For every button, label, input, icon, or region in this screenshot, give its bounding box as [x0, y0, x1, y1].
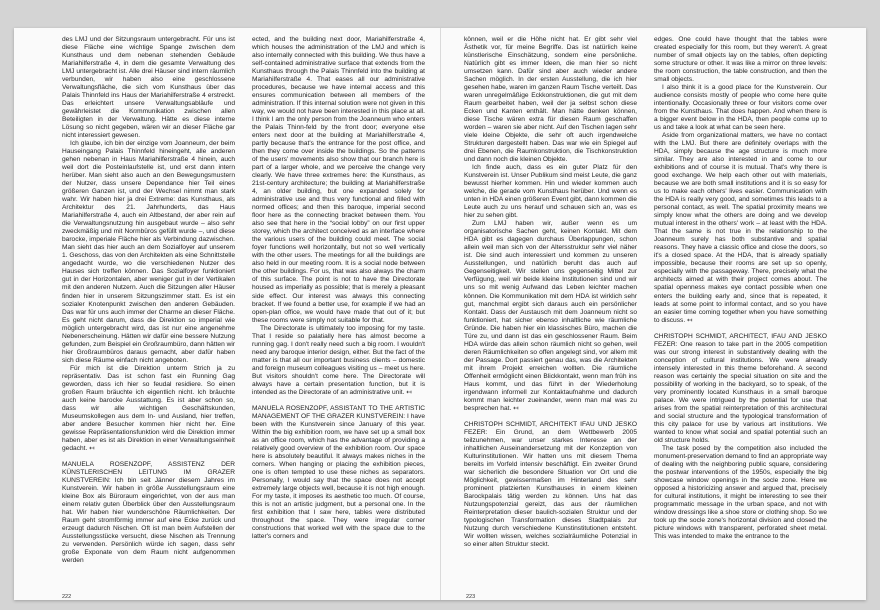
- left-page: [62, 36, 430, 596]
- interview-section-start: MANUELA ROSENZOPF, ASSISTANT TO THE ARTISTIC MANAGEMENT OF THE GRAZER KUNSTVEREIN: I have been with the Kunstverein since January of this year. Within the big exhibition room, we have set up a small box as an office room, which has the advantage of providing a relatively good overview of the exhibition room. Our space here is absolutely beautiful. It always makes niches in the corners. When hanging or placing the exhibition pieces, one is often tempted to use these niches as separators. Personally, I would say that the space does not accept extremely large objects well, because it is not high enough. For my taste, it imposes its aesthetic too much. Of course, this is not an artistic judgment, but a personal one. In the first exhibition that I saw here, tables were distributed throughout the space. They were irregular corner constructions that worked well with the space due to the latter's corners and: [252, 404, 425, 540]
- right-page-column-german: [464, 36, 637, 581]
- left-page-number: 222: [62, 594, 72, 600]
- book-gutter: [440, 28, 441, 600]
- left-page-column-german: [62, 36, 235, 581]
- paragraph: I also think it is a good place for the Kunstverein. Our audience consists mostly of people who come here quite intentionally. Occasionally three or four visitors come over from the Kunsthaus. That does happen. And when there is a bigger event below in the HDA, then people come up to us and take a look at what can be seen here.: [654, 84, 827, 132]
- paragraph: The Directorate is ultimately too imposing for my taste. That I reside so palatially here has almost become a running gag. I don't really need such a big room. I wouldn't need any baroque interior design, either. But the fact of the matter is that all our important business clients – domestic and foreign museum colleagues visiting us – meet us here. But visitors shouldn't come here. The Directorate will always have a certain presentation function, but it is intended as the Directorate of an administrative unit. ↤: [252, 324, 425, 396]
- interview-section-start: MANUELA ROSENZOPF, ASSISTENZ DER KÜNSTLERISCHEN LEITUNG IM GRAZER KUNSTVEREIN: Ich bin seit Jänner diesem Jahres im Kunstverein. Wir haben in größe Ausstellungsraum eine kleine Box als Büroraum eingerichtet, von der aus man einem relativ guten Überblick über den Ausstellungsraum hat. Wir haben hier wunderschöne Räumlichkeiten. Der Raum geht stromförmig immer auf eine Ecke zurück und erzeugt dadurch Nischen. Oft ist man beim Aufstellen der Ausstellungsstücke versucht, diese Nischen als Trennung zu verwenden. Persönlich würde ich sagen, dass sehr große Exponate von dem Raum nicht aufgenommen werden: [62, 460, 235, 564]
- paragraph: ected, and the building next door, Mariahilferstraße 4, which houses the administration of the LMJ and which is also internally connected with this building. We thus have a self-contained administrative surface that extends from the Kunsthaus through the Palais Thinnfeld into the building at Mariahilferstraße 4. That eases all our administrative procedures, because we have internal access and this ensures communication between all members of the administration. If this internal solution were not given in this way, we would not have been interested in this place at all. I think I am the only person from the Joanneum who enters the Palais Thinn-feld by the front door; everyone else enters next door at the building at Mariahilferstraße 4, partly because that's the entrance for the post office, and then they come over inside the buildings. So the patterns of the users' movements also show that our branch here is part of a larger whole, and we perceive the change very clearly. We have three extremes here: the Kunsthaus, as 21st-century architecture; the building at Mariahilferstraße 4, an older building, but one expanded solely for administrative use and thus very functional and filled with normed offices; and then this baroque, imperial second floor here as the connecting bracket between them. You also see that here in the “social lobby” on our first upper storey, which the architect conceived as an interface where the various users of the building could meet. The social foyer functions well horizontally, but not so well vertically with the other users. The meetings for all the buildings are also held in our meeting room. It is a social node between the other buildings. For us, that was also always the charm of this surface. The point is not to have the Directorate housed as imperially as possible; that is merely a pleasant side effect. Our interest was always this connecting bracket. If we found a better use, for example if we had an open-plan office, we would have made that out of it; but these rooms were simply not suitable for that.: [252, 36, 425, 324]
- right-page: [464, 36, 834, 596]
- paragraph: Ich finde auch, dass es ein guter Platz für den Kunstverein ist. Unser Publikum sind meist Leute, die ganz bewusst hierher kommen. Hin und wieder kommen auch welche, die gerade vom Kunsthaus herüber. Und wenn es unten in HDA einen größeren Event gibt, dann kommen die Leute auch zu uns herauf und schauen sich an, was es hier zu sehen gibt.: [464, 164, 637, 220]
- paragraph: Ich glaube, ich bin der einzige vom Joanneum, der beim Hauseingang Palais Thinnfeld hineingeht, alle anderen gehen nebenan in Haus Mariahilferstraße 4 hinein, auch weil dort die Posteinlaufstelle ist, und erst dann intern herüber. Man sieht also auch an den Bewegungsmustern der Nutzer, dass unsere Dependance hier Teil eines größeren Ganzen ist, und der Wechsel nimmt man stark wahr. Wir haben hier ja drei Extreme: das Kunsthaus, als Architektur des 21. Jahrhunderts, das Haus Mariahilferstraße 4, auch ein Altbestand, der aber rein auf die Verwaltungsnutzung hin ausgebaut wurde – also sehr zweckmäßig und mit Normbüros gefüllt wurde –, und diese barocke, imperiale Fläche hier als Verbindung dazwischen. Man sieht das hier auch an dem Sozialfoyer auf unserem 1. Geschoss, das von den Architekten als eine Schnittstelle angedacht wurde, wo die verschiedenen Nutzer des Hauses sich treffen können. Das Sozialfoyer funktioniert gut in der Horizontalen, aber weniger gut in der Vertikalen mit den anderen Nutzern. Auch die Sitzungen aller Häuser finden hier in unserem Sitzungszimmer statt. Es ist ein sozialer Knotenpunkt zwischen den anderen Gebäuden. Das war für uns auch immer der Charme an dieser Fläche. Es geht nicht darum, dass die Direktion so imperial wie möglich untergebracht wird, das ist nur eine angenehme Nebenerscheinung. Hätten wir dafür eine bessere Nutzung gefunden, zum Beispiel ein Großraumbüro, dann hätten wir hier Großraumbüros daraus gemacht, aber dafür haben sich diese Räume einfach nicht angeboten.: [62, 140, 235, 364]
- paragraph: Aside from organizational matters, we have no contact with the LMJ. But there are definitely overlaps with the HDA, simply because the age structure is much more similar. They are also interested in and come to our exhibitions and of course it is mutual. That's why there is good exchange. We help each other out with materials, because we are both small institutions and it is so easy for us to make each others' lives easier. Communication with the HDA is really very good, and sometimes this leads to a personal contact, as well. The spatial proximity means we simply know what the others are doing and we develop mutual interest in the others' work – at least with the HDA. That the same is not true in the relationship to the Joanneum surely has both substantive and spatial reasons. They have a classic office and close the doors, so it's a closed space. At the HDA, that is already spatially impossible, because their rooms are set up so openly, especially with the passageway. There, precisely what the architects aimed at with their project comes about. The spatial openness makes eye contact possible when one enters the building early and, since that is repeated, it leads at some point to informal contact, and so you have an easier time coming together when you have something to discuss. ↤: [654, 132, 827, 324]
- paragraph: des LMJ und der Sitzungsraum untergebracht. Für uns ist diese Fläche eine wichtige Spange zwischen dem Kunsthaus und dem nebenan stehenden Gebäude Mariahilferstraße 4, in dem die gesamte Verwaltung des LMJ untergebracht ist. Alle drei Häuser sind intern räumlich verbunden, wir haben also eine geschlossene Verwaltungsfläche, die sich vom Kunsthaus über das Palais Thinnfeld ins Haus der Mariahilferstraße 4 erstreckt. Das erleichtert unsere Verwaltungsabläufe und gewährleistet die Kommunikation zwischen allen Beteiligten in der Verwaltung. Hätte es diese interne Lösung so nicht gegeben, wären wir an dieser Fläche gar nicht interessiert gewesen.: [62, 36, 235, 140]
- paragraph: The task posed by the competition also included the monument-preservation demand to find an appropriate way of dealing with the neighboring public square, considering the postwar interventions of the 1950s, especially the big showcase window openings in the socle zone. Here we opposed a historicizing answer and argued that, precisely for cultural institutions, it might be interesting to see their programmatic message in the urban space, and not with window dressings like a shoe store or clothing shop. So we took up the socle zone's horizontal division and closed the picture windows with transparent, perforated sheet metal. This was intended to make the entrance to the: [654, 444, 827, 540]
- paragraph: edges. One could have thought that the tables were created especially for this room, but they weren't. A great number of small objects lay on the tables, often depicting some structure or other. It was like a mirror on three levels: the room construction, the table construction, and then the small objects.: [654, 36, 827, 84]
- left-page-column-english: [252, 36, 425, 581]
- paragraph: können, weil er die Höhe nicht hat. Er gibt sehr viel Ästhetik vor, für meine Begriffe. Das ist natürlich keine künstlerische Einschätzung, sondern eine persönliche. Natürlich gibt es immer Ideen, die man hier so nicht umsetzen kann. Dafür sind aber auch wieder andere Sachen möglich. In der ersten Ausstellung, die ich hier gesehen habe, waren im ganzen Raum Tische verteilt. Das waren unregelmäßige Eckkonstruktionen, die gut mit dem Raum gearbeitet haben, weil der ja selbst schon diese Ecken und Kanten enthält. Man hätte denken können, diese Tische wären extra für diesen Raum geschaffen worden – waren sie aber nicht. Auf den Tischen lagen sehr viele kleine Objekte, die sehr oft auch irgendwelche Strukturen dargestellt haben. Das war wie ein Spiegel auf drei Ebenen, die Raumkonstruktion, die Tischkonstruktion und dann noch die kleinen Objekte.: [464, 36, 637, 164]
- section-gap: [62, 453, 235, 461]
- interview-section-start: CHRISTOPH SCHMIDT, ARCHITECT, IFAU AND JESKO FEZER: One reason to take part in the 2005 competition was our strong interest in substantively dealing with the conception of cultural institutions. We were already intensely interested in this theme beforehand. A second reason was certainly the special situation on site and the possibility of working in the backyard, so to speak, of the very prominently located Kunsthaus in a small baroque palace. We were intrigued by the potential for use that arises from the spatial reinterpretation of this architectural and social structure and the typological transformation of this city palace for use by various art institutions. We wanted to know what social and spatial potential such an old structure holds.: [654, 332, 827, 444]
- section-gap: [252, 397, 425, 405]
- interview-section-start: CHRISTOPH SCHMIDT, ARCHITEKT IFAU UND JESKO FEZER: Ein Grund, an dem Wettbewerb 2005 teilzunehmen, war unser starkes Interesse an der inhaltlichen Auseinandersetzung mit der Konzeption von Kulturinstitutionen. Wir hatten uns mit diesem Thema bereits im Vorfeld intensiv beschäftigt. Ein zweiter Grund war sicherlich die besondere Situation vor Ort und die Möglichkeit, gewissermaßen im Hinterland des sehr prominent platzierten Kunsthauses in einem kleinen Barockpalais tätig werden zu können. Uns hat das Nutzungspotenzial gereizt, das aus der räumlichen Reinterpretation dieser baulich-sozialen Struktur und der typologischen Transformation dieses Stadtpalais zur Nutzung durch verschiedene Kunstinstitutionen entsteht. Wir wollten wissen, welches sozialräumliche Potenzial in so einer alten Struktur steckt.: [464, 420, 637, 548]
- paragraph: Für mich ist die Direktion unterm Strich ja zu repräsentativ. Das ist schon fast ein Running Gag geworden, dass ich hier so feudal residiere. So einen großen Raum bräuchte ich eigentlich nicht. Ich bräuchte auch keine barocke Ausstattung. Es ist aber schon so, dass wir alle wichtigen Geschäftskunden, Museumskollegen aus dem In- und Ausland, hier treffen, aber andere Besucher kommen hier nicht her. Eine gewisse Repräsentationsfunktion wird die Direktion immer haben, aber es ist als Direktion in einer Verwaltungseinheit gedacht. ↤: [62, 364, 235, 452]
- right-page-number: 223: [466, 594, 476, 600]
- section-gap: [464, 413, 637, 421]
- right-page-column-english: [654, 36, 827, 581]
- book-spread: [14, 28, 866, 600]
- paragraph: Zum LMJ haben wir, außer wenn es um organisatorische Sachen geht, keinen Kontakt. Mit dem HDA gibt es dagegen durchaus Überlappungen, schon allein weil man sich von der Altersstruktur sehr viel näher ist. Die sind auch interessiert und kommen zu unseren Ausstellungen, und natürlich beruht das auch auf Gegenseitigkeit. Wir stellen uns gegenseitig Mittel zur Verfügung, weil wir beide kleine Institutionen sind und wir uns so mit wenig Aufwand das Leben leichter machen können. Die Kommunikation mit dem HDA ist wirklich sehr gut, manchmal ergibt sich daraus auch ein persönlicher Kontakt. Dass der Austausch mit dem Joanneum nicht so funktioniert, hat sicher ebenso inhaltliche wie räumliche Gründe. Die haben hier ein klassisches Büro, machen die Türe zu, und dann ist das ein geschlossener Raum. Beim HDA würde das allein schon räumlich nicht so gehen, weil deren Räumlichkeiten so offen angelegt sind, vor allem mit der Passage. Dort passiert genau das, was die Architekten mit ihrem Projekt erreichen wollten. Die räumliche Offenheit ermöglicht einen Blickkontakt, wenn man früh ins Haus kommt, und das führt in der Wiederholung irgendwann informell zur Kontaktaufnahme und dadurch kommt man leichter zueinander, wenn man mal was zu besprechen hat. ↤: [464, 220, 637, 412]
- section-gap: [654, 325, 827, 333]
